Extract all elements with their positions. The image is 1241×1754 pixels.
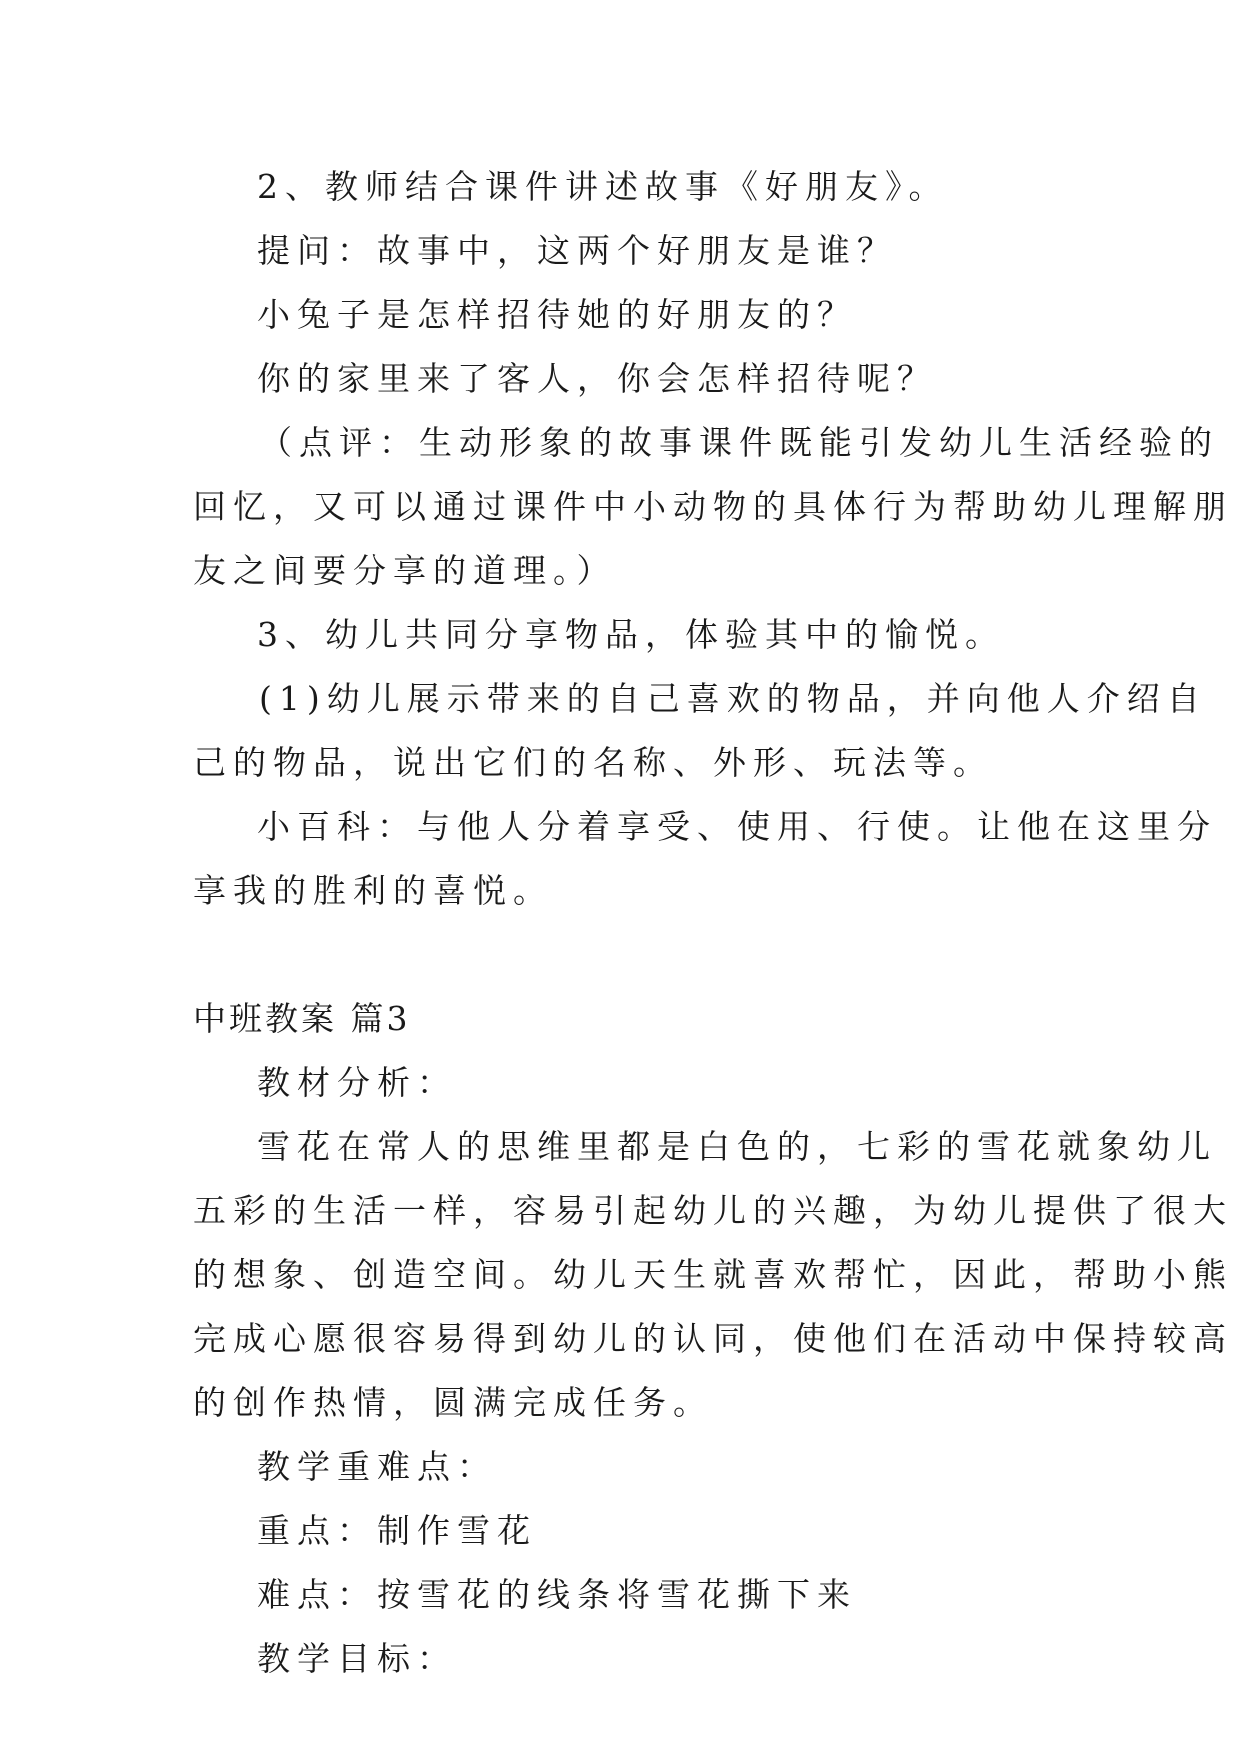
paragraph-line: 五彩的生活一样，容易引起幼儿的兴趣，为幼儿提供了很大 — [193, 1191, 1233, 1230]
paragraph-line: 教材分析： — [257, 1063, 457, 1102]
section-heading: 中班教案 篇3 — [193, 999, 411, 1038]
paragraph-line: 雪花在常人的思维里都是白色的，七彩的雪花就象幼儿 — [257, 1127, 1217, 1166]
paragraph-line: 的创作热情，圆满完成任务。 — [193, 1383, 713, 1422]
paragraph-line: 重点：制作雪花 — [257, 1511, 537, 1550]
paragraph-line: (1)幼儿展示带来的自己喜欢的物品，并向他人介绍自 — [259, 679, 1207, 718]
paragraph-line: 小兔子是怎样招待她的好朋友的？ — [257, 295, 857, 334]
paragraph-line: 难点：按雪花的线条将雪花撕下来 — [257, 1575, 857, 1614]
paragraph-line: 2、教师结合课件讲述故事《好朋友》。 — [257, 167, 949, 206]
paragraph-line: 提问：故事中，这两个好朋友是谁？ — [257, 231, 897, 270]
paragraph-line: 教学目标： — [257, 1639, 457, 1678]
paragraph-line: 的想象、创造空间。幼儿天生就喜欢帮忙，因此，帮助小熊 — [193, 1255, 1233, 1294]
paragraph-line: 小百科：与他人分着享受、使用、行使。让他在这里分 — [257, 807, 1217, 846]
paragraph-line: 你的家里来了客人，你会怎样招待呢？ — [257, 359, 937, 398]
paragraph-line: 享我的胜利的喜悦。 — [193, 871, 553, 910]
paragraph-line: 友之间要分享的道理。） — [193, 551, 617, 590]
paragraph-line: 回忆，又可以通过课件中小动物的具体行为帮助幼儿理解朋 — [193, 487, 1233, 526]
paragraph-line: 己的物品，说出它们的名称、外形、玩法等。 — [193, 743, 993, 782]
paragraph-line: 教学重难点： — [257, 1447, 497, 1486]
paragraph-line: （点评：生动形象的故事课件既能引发幼儿生活经验的 — [259, 423, 1219, 462]
paragraph-line: 3、幼儿共同分享物品，体验其中的愉悦。 — [257, 615, 1005, 654]
paragraph-line: 完成心愿很容易得到幼儿的认同，使他们在活动中保持较高 — [193, 1319, 1233, 1358]
